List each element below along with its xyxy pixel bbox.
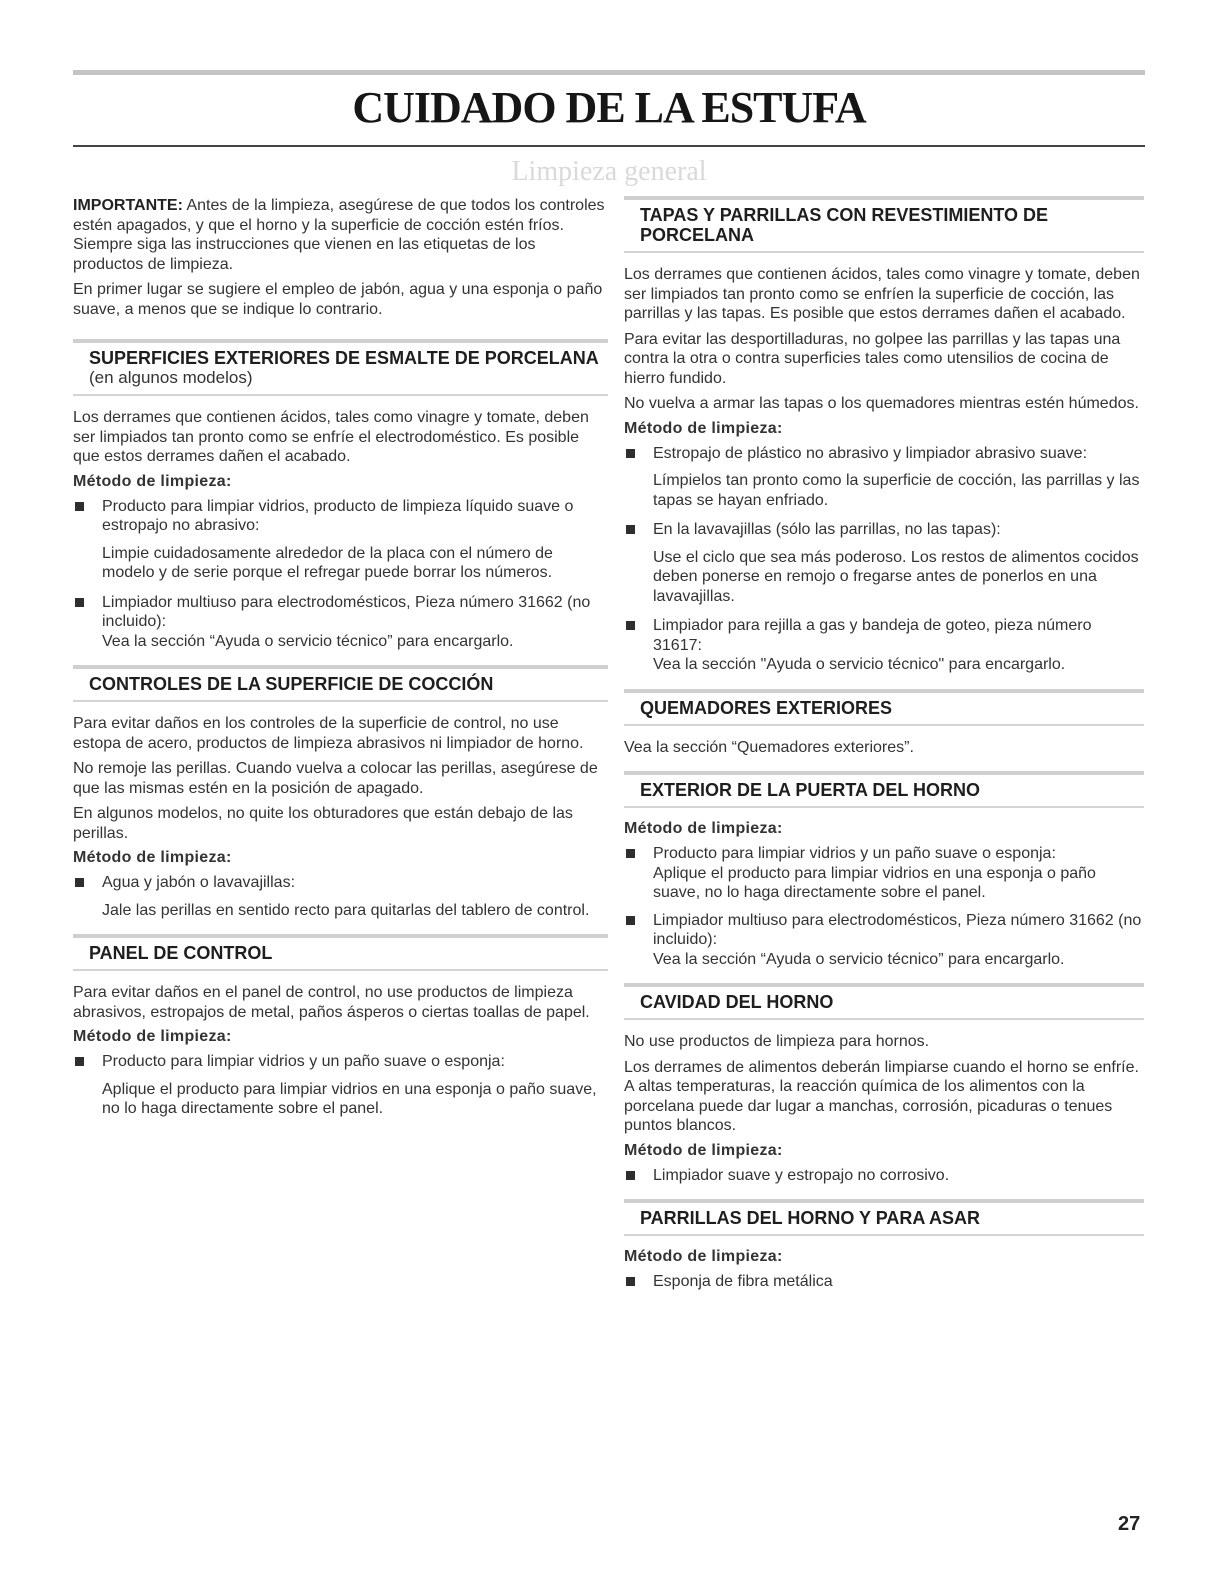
method-heading: Método de limpieza:	[73, 1028, 232, 1045]
section-header-oven-racks	[624, 1199, 1144, 1236]
bullet-detail: Use el ciclo que sea más poderoso. Los restos de alimentos cocidos deben ponerse en remojo o fregarse antes de ponerlos en una lavavajillas.	[653, 548, 1139, 605]
bullet-item: Producto para limpiar vidrios y un paño suave o esponja:	[73, 1052, 608, 1072]
method-heading: Método de limpieza:	[624, 1248, 783, 1265]
section-header-cooktop-controls	[73, 665, 608, 702]
bullet-item: Limpiador suave y estropajo no corrosivo.	[624, 1166, 1144, 1186]
paragraph: Vea la sección “Quemadores exteriores”.	[624, 738, 914, 756]
square-bullet-icon	[626, 916, 635, 925]
bullet-detail: Aplique el producto para limpiar vidrios en una esponja o paño suave, no lo haga directamente sobre el panel.	[102, 1080, 597, 1117]
method-heading: Método de limpieza:	[624, 419, 783, 437]
paragraph: Los derrames de alimentos deberán limpiarse cuando el horno se enfríe. A altas temperaturas, la reacción química de los alimentos con la porcelana puede dar lugar a manchas, corrosión, picaduras o tenues puntos blancos.	[624, 1058, 1139, 1134]
bullet-item: Agua y jabón o lavavajillas:	[73, 873, 608, 893]
section-title: CONTROLES DE LA SUPERFICIE DE COCCIÓN	[89, 674, 494, 694]
section-header-grates-caps	[624, 196, 1144, 253]
bullet-item: Limpiador para rejilla a gas y bandeja de goteo, pieza número 31617: Vea la sección "Ayuda o servicio técnico" para encargarlo.	[624, 616, 1144, 675]
bullet-item: Producto para limpiar vidrios, producto de limpieza líquido suave o estropajo no abrasivo:	[73, 497, 608, 536]
square-bullet-icon	[626, 621, 635, 630]
bullet-item: Producto para limpiar vidrios y un paño suave o esponja: Aplique el producto para limpiar vidrios en una esponja o paño suave, no lo haga directamente sobre el panel.	[624, 844, 1144, 903]
square-bullet-icon	[75, 598, 84, 607]
section-title: PANEL DE CONTROL	[89, 943, 273, 963]
bullet-item: Estropajo de plástico no abrasivo y limpiador abrasivo suave:	[624, 444, 1144, 464]
method-heading: Método de limpieza:	[624, 820, 783, 837]
bullet-item: Limpiador multiuso para electrodomésticos, Pieza número 31662 (no incluido): Vea la sección “Ayuda o servicio técnico” para encargarlo.	[624, 911, 1144, 970]
section-title: SUPERFICIES EXTERIORES DE ESMALTE DE PORCELANA	[89, 348, 599, 368]
paragraph: Para evitar las desportilladuras, no golpee las parrillas y las tapas una contra la otra o contra superficies tales como utensilios de cocina de hierro fundido.	[624, 330, 1121, 387]
square-bullet-icon	[75, 1057, 84, 1066]
paragraph: No use productos de limpieza para hornos.	[624, 1033, 930, 1050]
section-subtitle: (en algunos modelos)	[89, 368, 253, 387]
paragraph: Para evitar daños en el panel de control, no use productos de limpieza abrasivos, estropajos de metal, paños ásperos o ciertas toallas de papel.	[73, 984, 590, 1021]
section-header-outdoor-burners	[624, 689, 1144, 726]
bullet-item: Esponja de fibra metálica	[624, 1272, 1144, 1292]
section-title: CAVIDAD DEL HORNO	[640, 992, 834, 1012]
page-title: CUIDADO DE LA ESTUFA	[352, 83, 866, 132]
square-bullet-icon	[626, 1277, 635, 1286]
method-heading: Método de limpieza:	[624, 1141, 783, 1159]
paragraph: En algunos modelos, no quite los obturadores que están debajo de las perillas.	[73, 805, 573, 842]
square-bullet-icon	[75, 878, 84, 887]
square-bullet-icon	[75, 502, 84, 511]
intro-paragraph-1: IMPORTANTE: Antes de la limpieza, asegúrese de que todos los controles estén apagados, y que el horno y la superficie de cocción estén fríos. Siempre siga las instrucciones que vienen en las etiquetas de los productos de limpieza.	[73, 197, 605, 273]
bullet-item: Limpiador multiuso para electrodomésticos, Pieza número 31662 (no incluido): Vea la sección “Ayuda o servicio técnico” para encargarlo.	[73, 593, 608, 652]
section-title: TAPAS Y PARRILLAS CON REVESTIMIENTO DE PORCELANA	[640, 205, 1049, 245]
page-subtitle: Limpieza general	[511, 156, 707, 187]
section-header-control-panel	[73, 934, 608, 971]
method-heading: Método de limpieza:	[73, 472, 232, 490]
section-title: QUEMADORES EXTERIORES	[640, 697, 893, 718]
section-header-oven-door	[624, 771, 1144, 808]
bullet-detail: Limpie cuidadosamente alrededor de la placa con el número de modelo y de serie porque el refregar puede borrar los números.	[102, 544, 553, 581]
paragraph: Los derrames que contienen ácidos, tales como vinagre y tomate, deben ser limpiados tan pronto como se enfríe el electrodoméstico. Es posible que estos derrames dañen el acabado.	[73, 409, 589, 465]
right-column	[624, 196, 1144, 1300]
paragraph: Para evitar daños en los controles de la superficie de control, no use estopa de acero, productos de limpieza abrasivos ni limpiador de horno.	[73, 715, 584, 752]
section-header-porcelain-exterior	[73, 339, 608, 396]
section-header-oven-cavity	[624, 983, 1144, 1020]
bullet-detail: Límpielos tan pronto como la superficie de cocción, las parrillas y las tapas se hayan enfriado.	[653, 472, 1140, 509]
top-rule	[73, 70, 1145, 75]
left-column	[73, 196, 608, 1129]
section-title: PARRILLAS DEL HORNO Y PARA ASAR	[640, 1208, 981, 1228]
paragraph: Los derrames que contienen ácidos, tales como vinagre y tomate, deben ser limpiados tan pronto como se enfríen la superficie de cocción, las parrillas y las tapas. Es posible que estos derrames dañen el acabado.	[624, 266, 1140, 322]
square-bullet-icon	[626, 849, 635, 858]
paragraph: No remoje las perillas. Cuando vuelva a colocar las perillas, asegúrese de que las mismas estén en la posición de apagado.	[73, 760, 598, 797]
square-bullet-icon	[626, 1171, 635, 1180]
bullet-detail: Jale las perillas en sentido recto para quitarlas del tablero de control.	[102, 901, 590, 919]
bullet-item: En la lavavajillas (sólo las parrillas, no las tapas):	[624, 520, 1144, 540]
square-bullet-icon	[626, 449, 635, 458]
page-number: 27	[1118, 1513, 1141, 1535]
important-label: IMPORTANTE:	[73, 197, 183, 214]
paragraph: No vuelva a armar las tapas o los quemadores mientras estén húmedos.	[624, 395, 1139, 412]
method-heading: Método de limpieza:	[73, 849, 232, 866]
section-title: EXTERIOR DE LA PUERTA DEL HORNO	[640, 780, 981, 800]
square-bullet-icon	[626, 525, 635, 534]
intro-paragraph-2: En primer lugar se sugiere el empleo de jabón, agua y una esponja o paño suave, a menos que se indique lo contrario.	[73, 281, 603, 318]
title-rule	[73, 145, 1145, 147]
